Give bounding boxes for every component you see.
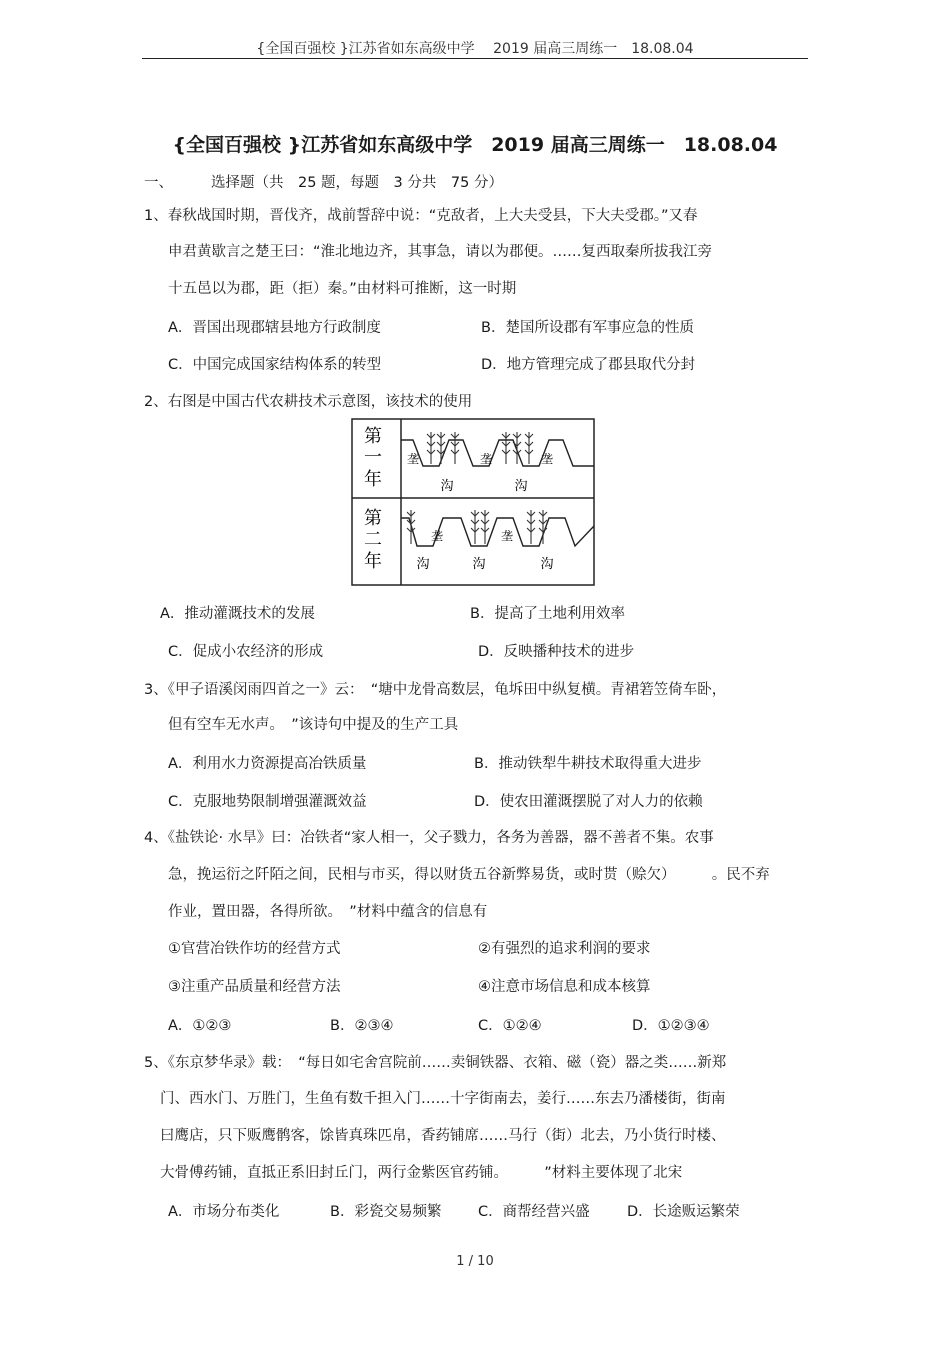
q3-line-2: 但有空车无水声。 ”该诗句中提及的生产工具 — [168, 717, 459, 733]
q1-option-d: D．地方管理完成了郡县取代分封 — [481, 357, 696, 373]
q4-option-a: A．①②③ — [168, 1018, 232, 1034]
q4-line-2: 急，挽运衍之阡陌之间，民相与市买，得以财货五谷新弊易货，或时贳（赊欠） 。民不弃 — [168, 867, 770, 883]
q5-option-c: C．商帮经营兴盛 — [478, 1204, 590, 1220]
y1-ridge-3: 垄 — [540, 452, 554, 466]
q2-option-a: A．推动灌溉技术的发展 — [160, 606, 315, 622]
q4-line-1: 4、《盐铁论· 水旱》曰：冶铁者“家人相一，父子戮力，各务为善器，器不善者不集。农事 — [144, 830, 714, 846]
q5-option-a: A．市场分布类化 — [168, 1204, 280, 1220]
q4-option-b: B．②③④ — [330, 1018, 394, 1034]
q1-option-c: C．中国完成国家结构体系的转型 — [168, 357, 382, 373]
y2-ridge-1: 垄 — [430, 529, 444, 543]
q2-stem: 2、右图是中国古代农耕技术示意图，该技术的使用 — [144, 394, 473, 410]
year1-label-c1: 第 — [364, 426, 382, 447]
y2-furrow-3: 沟 — [540, 557, 554, 572]
q5-option-d: D．长途贩运繁荣 — [627, 1204, 740, 1220]
q3-option-d: D．使农田灌溉摆脱了对人力的依赖 — [474, 794, 703, 810]
q3-option-c: C．克服地势限制增强灌溉效益 — [168, 794, 367, 810]
q4-item-3: ③注重产品质量和经营方法 — [168, 979, 341, 995]
year2-label-c3: 年 — [364, 551, 382, 572]
q1-option-a: A．晋国出现郡辖县地方行政制度 — [168, 320, 381, 336]
q4-option-d: D．①②③④ — [632, 1018, 710, 1034]
q4-item-4: ④注意市场信息和成本核算 — [478, 979, 651, 995]
q1-line-1: 1、春秋战国时期，晋伐齐，战前誓辞中说：“克敌者，上大夫受县，下大夫受郡。”又春 — [144, 208, 698, 224]
year2-label-c1: 第 — [364, 508, 382, 529]
y2-ridge-2: 垄 — [500, 529, 514, 543]
q3-option-a: A．利用水力资源提高冶铁质量 — [168, 756, 367, 772]
q4-line-3: 作业，置田器，各得所欲。 ”材料中蕴含的信息有 — [168, 904, 488, 920]
farming-diagram — [351, 418, 595, 586]
q4-item-2: ②有强烈的追求利润的要求 — [478, 941, 651, 957]
q3-line-1: 3、《甲子语溪闵雨四首之一》云： “塘中龙骨高数层，龟坼田中纵复横。青裙箬笠倚车卧， — [144, 682, 727, 698]
year2-label-c2: 二 — [364, 529, 382, 550]
q4-option-c: C．①②④ — [478, 1018, 542, 1034]
q5-line-4: 大骨傅药铺，直抵正系旧封丘门，两行金紫医官药铺。 ”材料主要体现了北宋 — [160, 1165, 683, 1181]
q5-line-1: 5、《东京梦华录》载： “每日如宅舍宫院前……卖铜铁器、衣箱、磁（瓷）器之类……新郑 — [144, 1055, 727, 1071]
y1-ridge-1: 垄 — [406, 452, 420, 466]
section-number: 一、 — [144, 175, 173, 191]
y2-furrow-2: 沟 — [472, 557, 486, 572]
q1-line-2: 申君黄歇言之楚王曰：“淮北地边齐，其事急，请以为郡便。……复西取秦所拔我江旁 — [168, 244, 713, 260]
year1-label-c2: 一 — [364, 447, 382, 468]
y1-furrow-2: 沟 — [514, 479, 528, 494]
y1-furrow-1: 沟 — [440, 479, 454, 494]
q3-option-b: B．推动铁犁牛耕技术取得重大进步 — [474, 756, 702, 772]
q5-option-b: B．彩瓷交易频繁 — [330, 1204, 442, 1220]
y2-furrow-1: 沟 — [416, 557, 430, 572]
running-header: {全国百强校 }江苏省如东高级中学 2019 届高三周练一 18.08.04 — [256, 41, 694, 57]
section-heading: 选择题（共 25 题，每题 3 分共 75 分） — [211, 175, 503, 191]
q1-line-3: 十五邑以为郡，距（拒）秦。”由材料可推断，这一时期 — [168, 281, 517, 297]
q5-line-2: 门、西水门、万胜门，生鱼有数千担入门……十字街南去，姜行……东去乃潘楼街，街南 — [160, 1091, 726, 1107]
q2-option-d: D．反映播种技术的进步 — [478, 644, 635, 660]
q2-option-c: C．促成小农经济的形成 — [168, 644, 324, 660]
header-rule — [142, 58, 808, 59]
q5-line-3: 曰鹰店，只下贩鹰鹘客，馀皆真珠匹帛，香药铺席……马行（街）北去，乃小货行时楼、 — [160, 1128, 726, 1144]
page-title: {全国百强校 }江苏省如东高级中学 2019 届高三周练一 18.08.04 — [172, 134, 778, 156]
page-number: 1 / 10 — [456, 1254, 494, 1269]
q2-option-b: B．提高了土地利用效率 — [470, 606, 625, 622]
year1-label-c3: 年 — [364, 469, 382, 490]
q1-option-b: B．楚国所设郡有军事应急的性质 — [481, 320, 694, 336]
y1-ridge-2: 垄 — [479, 452, 493, 466]
q4-item-1: ①官营冶铁作坊的经营方式 — [168, 941, 341, 957]
